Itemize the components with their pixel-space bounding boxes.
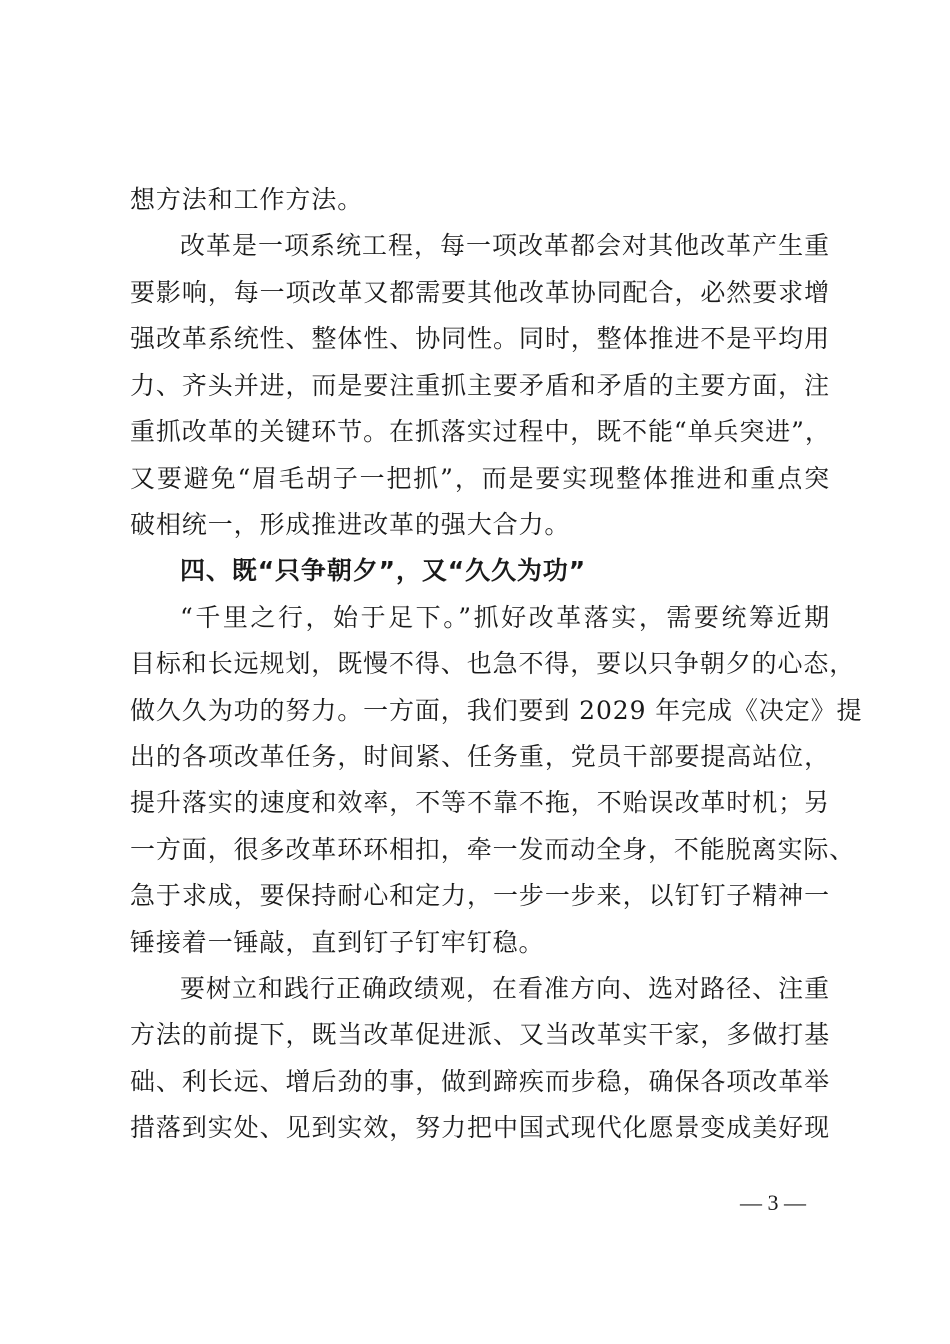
paragraph-line: 重抓改革的关键环节。在抓落实过程中，既不能“单兵突进”， [130, 417, 831, 446]
paragraph-line: 力、齐头并进，而是要注重抓主要矛盾和矛盾的主要方面，注 [130, 371, 830, 400]
paragraph-line: 要影响，每一项改革又都需要其他改革协同配合，必然要求增 [130, 278, 830, 307]
section-heading: 四、既“只争朝夕”，又“久久为功” [180, 556, 587, 585]
paragraph-line: 措落到实处、见到实效，努力把中国式现代化愿景变成美好现 [130, 1113, 830, 1142]
paragraph-line: 改革是一项系统工程，每一项改革都会对其他改革产生重 [180, 231, 830, 260]
paragraph-line: 提升落实的速度和效率，不等不靠不拖，不贻误改革时机；另 [130, 788, 830, 817]
paragraph-line: 锤接着一锤敲，直到钉子钉牢钉稳。 [130, 928, 545, 957]
paragraph-line: 一方面，很多改革环环相扣，牵一发而动全身，不能脱离实际、 [130, 835, 856, 864]
paragraph-line: 又要避免“眉毛胡子一把抓”，而是要实现整体推进和重点突 [130, 464, 830, 493]
paragraph-line: 础、利长远、增后劲的事，做到蹄疾而步稳，确保各项改革举 [130, 1067, 830, 1096]
paragraph-line: 目标和长远规划，既慢不得、也急不得，要以只争朝夕的心态， [130, 649, 856, 678]
paragraph-line: 要树立和践行正确政绩观，在看准方向、选对路径、注重 [180, 974, 830, 1003]
paragraph-line: 强改革系统性、整体性、协同性。同时，整体推进不是平均用 [130, 324, 830, 353]
paragraph-line: 做久久为功的努力。一方面，我们要到 2029 年完成《决定》提 [130, 696, 863, 725]
paragraph-line: 想方法和工作方法。 [130, 185, 364, 214]
paragraph-line: 方法的前提下，既当改革促进派、又当改革实干家，多做打基 [130, 1020, 830, 1049]
paragraph-line: 破相统一，形成推进改革的强大合力。 [130, 510, 571, 539]
paragraph-line: “千里之行，始于足下。”抓好改革落实，需要统筹近期 [180, 603, 830, 632]
paragraph-line: 急于求成，要保持耐心和定力，一步一步来，以钉钉子精神一 [130, 881, 830, 910]
page-number: — 3 — [740, 1190, 806, 1215]
paragraph-line: 出的各项改革任务，时间紧、任务重，党员干部要提高站位， [130, 742, 830, 771]
